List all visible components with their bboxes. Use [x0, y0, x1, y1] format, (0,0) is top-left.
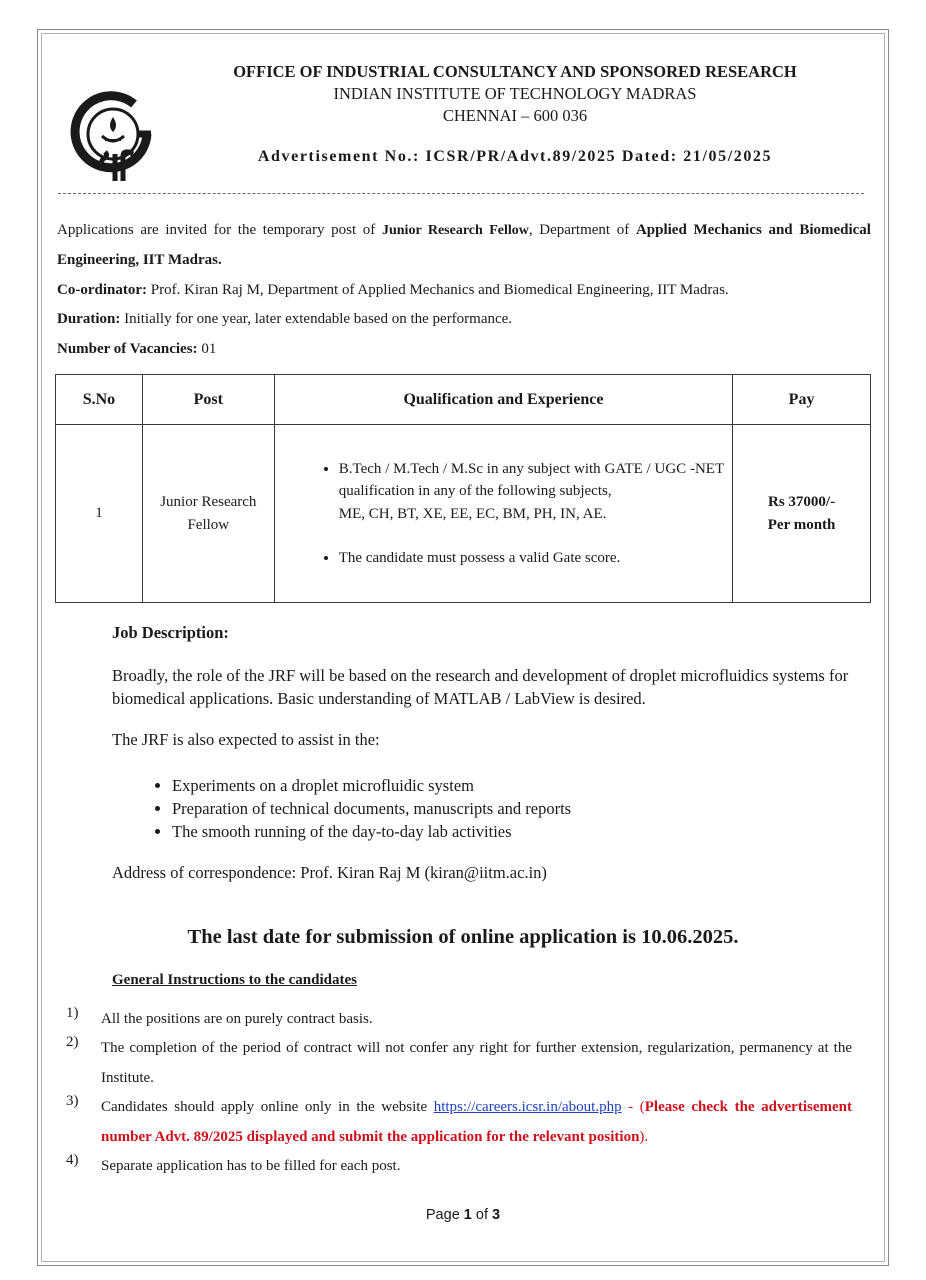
- qualification-text: B.Tech / M.Tech / M.Sc in any subject with GATE / UGC -NET qualification in any of the following subjects,: [338, 460, 725, 499]
- duration-line: [57, 305, 871, 335]
- correspondence-address: Address of correspondence: Prof. Kiran Raj M (kiran@iitm.ac.in): [112, 863, 547, 882]
- col-header-qualification: Qualification and Experience: [274, 375, 732, 425]
- careers-website-link[interactable]: https://careers.icsr.in/about.php: [433, 1099, 622, 1115]
- cell-sno: 1: [56, 425, 143, 603]
- list-item: • The smooth running of the day-to-day lab activities: [172, 820, 892, 843]
- duration-value: Initially for one year, later extendable based on the performance.: [120, 311, 513, 327]
- col-header-sno: S.No: [56, 375, 143, 425]
- page-label: Page: [425, 1207, 464, 1223]
- instruction-item: [66, 1093, 852, 1152]
- divider: [58, 193, 864, 194]
- page-number: [0, 1207, 926, 1223]
- vacancies-line: [57, 335, 871, 365]
- page-of: of: [471, 1207, 493, 1223]
- instruction-text: The completion of the period of contract will not confer any right for further extension, regularization, permanency at the Institute.: [101, 1040, 852, 1086]
- advertisement-number: Advertisement No.: ICSR/PR/Advt.89/2025 Dated: 21/05/2025: [257, 148, 773, 165]
- instruction-text: Separate application has to be filled for each post.: [101, 1158, 401, 1174]
- instruction-number: 2): [66, 1034, 79, 1050]
- intro-department: Applied Mechanics and Biomedical Engineering, IIT Madras.: [57, 222, 871, 268]
- duration-label: Duration:: [57, 311, 121, 327]
- cell-post: [142, 425, 274, 603]
- page-current: 1: [463, 1207, 472, 1223]
- instruction-item: [66, 1152, 852, 1182]
- intro-paragraph: [57, 216, 871, 275]
- vacancies-label: Number of Vacancies:: [57, 341, 198, 357]
- instruction-text: [101, 1093, 852, 1152]
- iit-madras-logo-icon: [63, 84, 163, 184]
- instruction-red-note: Please check the advertisement number Advt. 89/2025 displayed and submit the application for the relevant position: [101, 1099, 852, 1145]
- job-description-paragraph: Broadly, the role of the JRF will be based on the research and development of droplet microfluidics systems for biomedical applications. Basic understanding of MATLAB / LabView is desired.: [112, 666, 849, 708]
- header-institute: INDIAN INSTITUTE OF TECHNOLOGY MADRAS: [333, 84, 697, 103]
- header-city: CHENNAI – 600 036: [442, 106, 588, 125]
- qualification-list: [275, 458, 724, 570]
- instruction-item: [66, 1034, 852, 1093]
- last-date-notice: The last date for submission of online application is 10.06.2025.: [187, 926, 739, 948]
- qualification-subjects: ME, CH, BT, XE, EE, EC, BM, PH, IN, AE.: [338, 505, 607, 522]
- positions-table: [55, 374, 871, 603]
- job-assist-intro: The JRF is also expected to assist in the:: [112, 730, 380, 749]
- instruction-number: 4): [66, 1152, 79, 1168]
- intro-post: Junior Research Fellow: [381, 223, 529, 238]
- intro-text-2: , Department of: [528, 222, 636, 238]
- table-header-row: [56, 375, 871, 425]
- cell-qualification: [274, 425, 732, 603]
- instruction-text: All the positions are on purely contract basis.: [101, 1011, 373, 1027]
- cell-post-line2: Fellow: [187, 516, 230, 533]
- job-description-title: Job Description:: [112, 623, 229, 642]
- coordinator-label: Co-ordinator:: [57, 282, 147, 298]
- header-office-title: OFFICE OF INDUSTRIAL CONSULTANCY AND SPONSORED RESEARCH: [233, 62, 797, 81]
- qualification-item: [339, 458, 724, 526]
- list-item: • Preparation of technical documents, manuscripts and reports: [172, 797, 892, 820]
- job-duties-list: [112, 774, 892, 843]
- vacancies-value: 01: [197, 341, 217, 357]
- col-header-post: Post: [142, 375, 274, 425]
- table-row: [56, 425, 871, 603]
- instruction-dash: - (: [621, 1099, 645, 1115]
- instruction-end: ).: [639, 1128, 649, 1145]
- cell-pay: [733, 425, 871, 603]
- qualification-item: • The candidate must possess a valid Gate score.: [339, 547, 724, 570]
- instruction-text-part: Candidates should apply online only in the website: [101, 1099, 434, 1115]
- pay-amount: Rs 37000/-: [768, 493, 836, 510]
- col-header-pay: Pay: [733, 375, 871, 425]
- instruction-number: 1): [66, 1005, 79, 1021]
- list-item: • Experiments on a droplet microfluidic system: [172, 774, 892, 797]
- instructions-title: General Instructions to the candidates: [112, 972, 357, 988]
- instruction-item: [66, 1005, 852, 1035]
- cell-post-line1: Junior Research: [160, 493, 257, 510]
- coordinator-value: Prof. Kiran Raj M, Department of Applied Mechanics and Biomedical Engineering, IIT Madras.: [147, 282, 729, 298]
- pay-period: Per month: [767, 516, 836, 533]
- coordinator-line: [57, 276, 871, 306]
- instruction-number: 3): [66, 1093, 79, 1109]
- page-total: 3: [492, 1207, 501, 1223]
- intro-text: Applications are invited for the temporary post of: [57, 222, 382, 238]
